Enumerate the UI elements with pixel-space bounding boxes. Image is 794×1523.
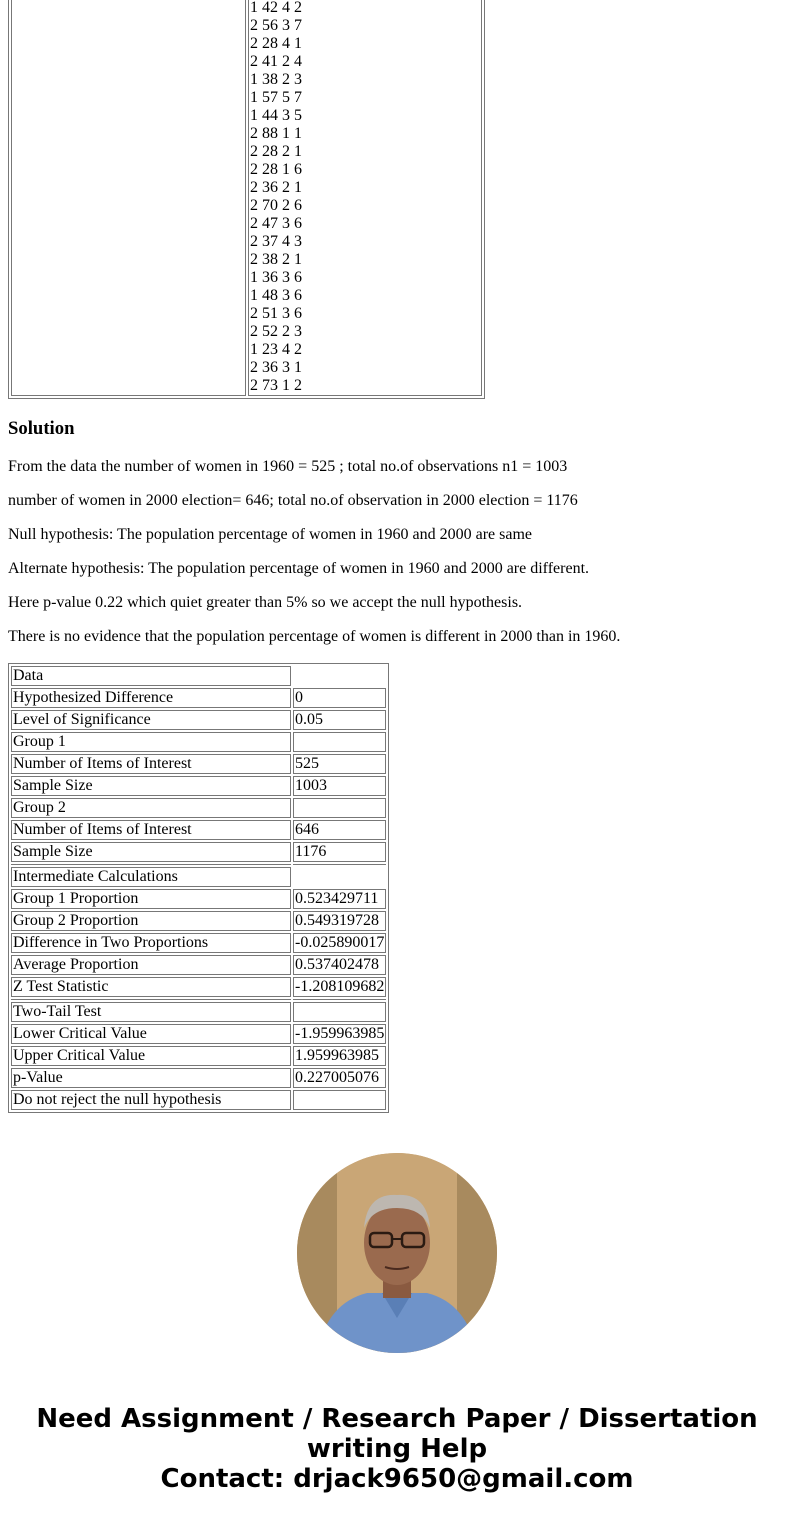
section-divider <box>11 864 386 865</box>
row-value: 1176 <box>293 842 386 862</box>
table-row <box>11 710 386 730</box>
row-value: -0.025890017 <box>295 934 385 951</box>
row-label: p-Value <box>11 1068 291 1088</box>
solution-paragraph: There is no evidence that the population percentage of women is different in 2000 than in 1960. <box>8 628 621 645</box>
row-value <box>293 732 386 752</box>
row-value: 0.523429711 <box>293 889 386 909</box>
row-value <box>293 1002 386 1022</box>
row-label: Two-Tail Test <box>11 1002 291 1022</box>
row-label: Group 1 Proportion <box>11 889 291 909</box>
promo-banner <box>0 1404 794 1494</box>
solution-paragraph: From the data the number of women in 1960 = 525 ; total no.of observations n1 = 1003 <box>8 458 568 475</box>
observation-row: 2 36 3 1 <box>250 359 302 376</box>
row-label: Lower Critical Value <box>11 1024 291 1044</box>
solution-paragraph: Here p-value 0.22 which quiet greater than 5% so we accept the null hypothesis. <box>8 594 523 611</box>
observation-row: 1 38 2 3 <box>250 71 302 88</box>
section-header: Intermediate Calculations <box>11 867 291 887</box>
table-row <box>11 754 386 774</box>
row-value: 0.537402478 <box>293 955 386 975</box>
observation-row: 2 56 3 7 <box>250 17 302 34</box>
section-divider <box>11 999 386 1000</box>
row-label: Group 2 Proportion <box>11 911 291 931</box>
row-value <box>293 1090 386 1110</box>
author-avatar <box>297 1153 497 1353</box>
table-row <box>11 955 386 975</box>
observation-row: 2 36 2 1 <box>250 179 302 196</box>
observation-row: 1 42 4 2 <box>250 0 302 16</box>
table-row <box>11 1024 386 1044</box>
solution-paragraph: number of women in 2000 election= 646; total no.of observation in 2000 election = 1176 <box>8 492 578 509</box>
table-row <box>11 1068 386 1088</box>
table-row <box>11 776 386 796</box>
row-label: Sample Size <box>11 842 291 862</box>
table-row <box>11 1046 386 1066</box>
observation-row: 1 23 4 2 <box>250 341 302 358</box>
solution-paragraph: Alternate hypothesis: The population percentage of women in 1960 and 2000 are different. <box>8 560 590 577</box>
row-label: Level of Significance <box>11 710 291 730</box>
observation-row: 2 70 2 6 <box>250 197 302 214</box>
observation-row: 1 57 5 7 <box>250 89 302 106</box>
observation-row: 1 44 3 5 <box>250 107 302 124</box>
row-label: Sample Size <box>11 776 291 796</box>
observation-row: 2 28 4 1 <box>250 35 302 52</box>
observation-row: 2 51 3 6 <box>250 305 302 322</box>
section-header: Data <box>11 666 291 686</box>
observation-row: 2 73 1 2 <box>250 377 302 394</box>
table-row <box>11 933 386 953</box>
row-label: Average Proportion <box>11 955 291 975</box>
row-label: Hypothesized Difference <box>11 688 291 708</box>
observation-row: 2 37 4 3 <box>250 233 302 250</box>
row-value: 1.959963985 <box>293 1046 386 1066</box>
solution-paragraph: Null hypothesis: The population percentage of women in 1960 and 2000 are same <box>8 526 533 543</box>
observation-row: 1 48 3 6 <box>250 287 302 304</box>
observation-row: 2 52 2 3 <box>250 323 302 340</box>
observation-row: 2 38 2 1 <box>250 251 302 268</box>
observation-row: 2 41 2 4 <box>250 53 302 70</box>
row-value <box>293 798 386 818</box>
row-value: 646 <box>293 820 386 840</box>
empty-cell <box>293 867 386 887</box>
person-photo-icon <box>297 1153 497 1353</box>
table-row <box>11 798 386 818</box>
table-row <box>11 732 386 752</box>
table-row <box>11 1090 386 1110</box>
solution-heading: Solution <box>8 418 75 439</box>
calculation-table <box>8 663 389 1113</box>
observation-row: 2 28 1 6 <box>250 161 302 178</box>
row-label: Z Test Statistic <box>11 977 291 997</box>
row-label: Group 2 <box>11 798 291 818</box>
row-label: Number of Items of Interest <box>11 820 291 840</box>
table-row <box>11 977 386 997</box>
row-label: Upper Critical Value <box>11 1046 291 1066</box>
table-row <box>11 842 386 862</box>
promo-contact: Contact: drjack9650@gmail.com <box>160 1464 634 1494</box>
row-label: Number of Items of Interest <box>11 754 291 774</box>
row-value: 0.549319728 <box>293 911 386 931</box>
section-header-row <box>11 867 386 887</box>
observation-row: 2 28 2 1 <box>250 143 302 160</box>
row-value: 0 <box>293 688 386 708</box>
table-row <box>11 889 386 909</box>
observations-cell <box>248 0 482 396</box>
observation-row: 2 88 1 1 <box>250 125 302 142</box>
observations-table <box>8 0 485 399</box>
table-row <box>11 1002 386 1022</box>
table-row <box>11 911 386 931</box>
row-label: Group 1 <box>11 732 291 752</box>
row-value: -1.959963985 <box>295 1025 385 1042</box>
row-value: 525 <box>293 754 386 774</box>
section-header-row <box>11 666 386 686</box>
row-label: Do not reject the null hypothesis <box>11 1090 291 1110</box>
observations-empty-cell <box>11 0 246 396</box>
observation-row: 2 47 3 6 <box>250 215 302 232</box>
empty-cell <box>293 666 386 686</box>
row-value: -1.208109682 <box>295 978 385 995</box>
row-label: Difference in Two Proportions <box>11 933 291 953</box>
table-row <box>11 820 386 840</box>
row-value: 0.227005076 <box>293 1068 386 1088</box>
promo-headline: Need Assignment / Research Paper / Dissertation writing Help <box>36 1404 758 1464</box>
table-row <box>11 688 386 708</box>
observation-row: 1 36 3 6 <box>250 269 302 286</box>
row-value: 1003 <box>293 776 386 796</box>
row-value: 0.05 <box>293 710 386 730</box>
